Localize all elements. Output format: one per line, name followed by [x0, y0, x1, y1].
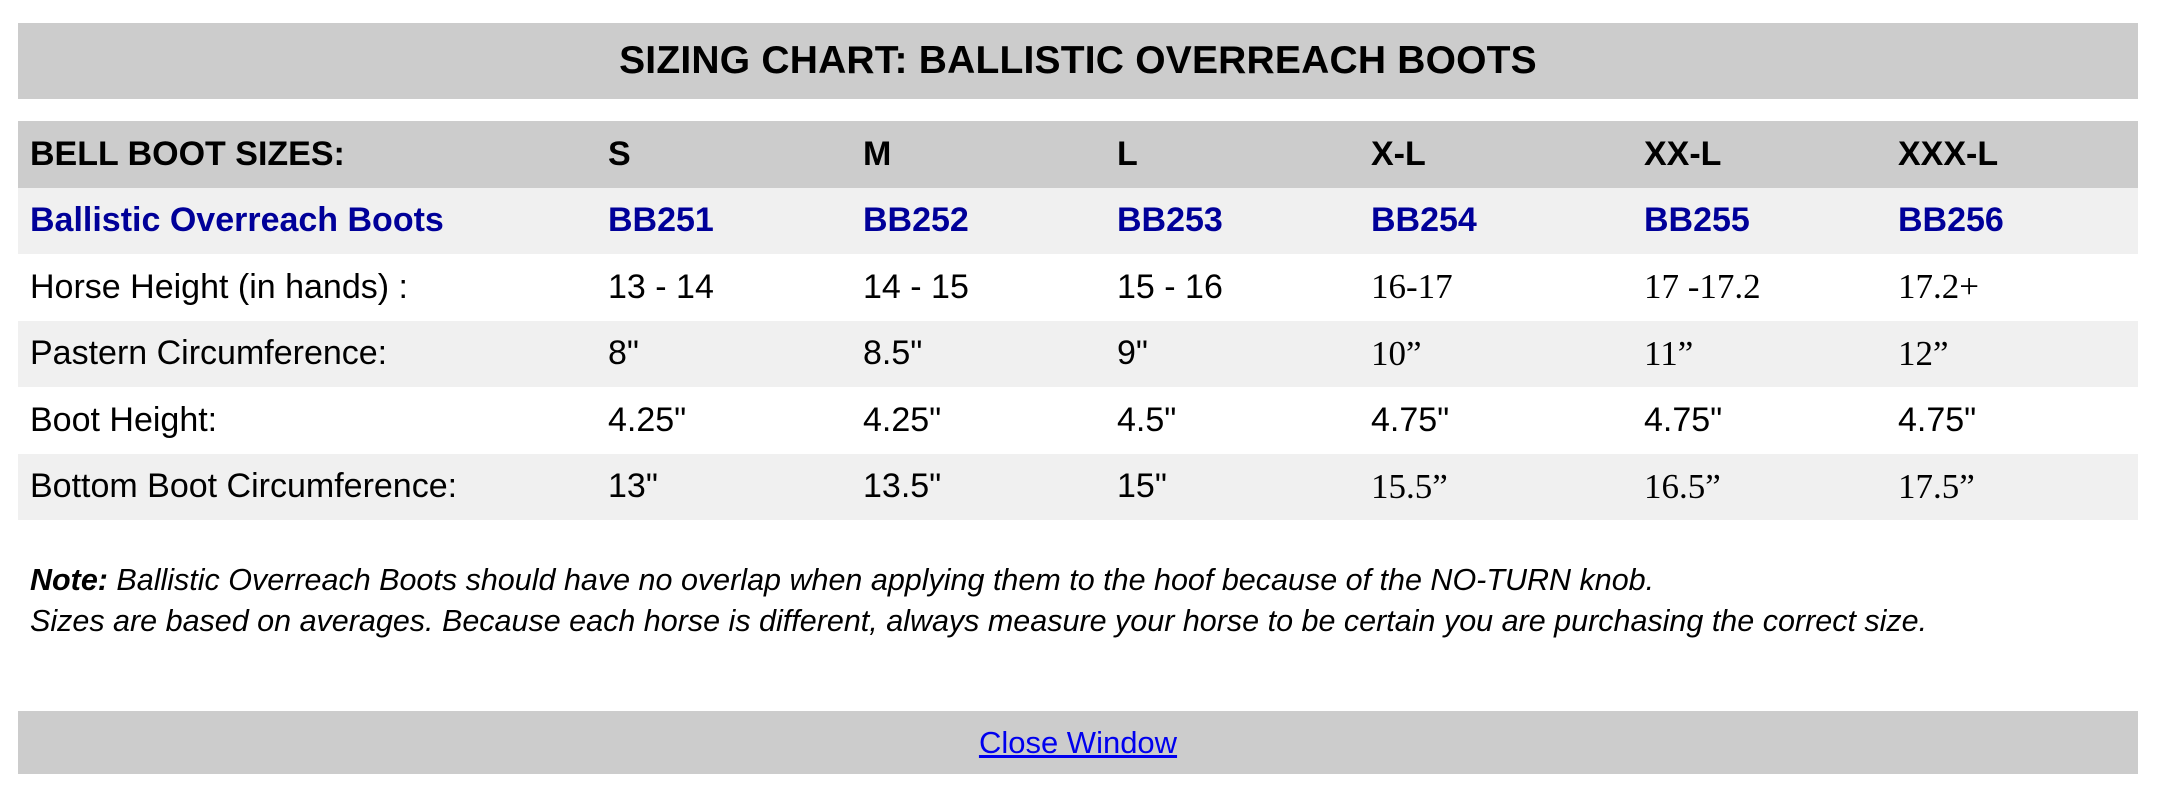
- table-cell: 13.5": [851, 454, 1105, 521]
- footer-bar: [18, 711, 2138, 774]
- table-cell: 9": [1105, 321, 1359, 388]
- table-cell: 13": [596, 454, 851, 521]
- product-code: BB254: [1359, 188, 1632, 255]
- table-cell: 15": [1105, 454, 1359, 521]
- table-cell: 4.25": [851, 387, 1105, 454]
- product-code: BB255: [1632, 188, 1886, 255]
- row-label: Bottom Boot Circumference:: [18, 454, 596, 521]
- note-text: Ballistic Overreach Boots should have no overlap when applying them to the hoof because of the NO-TURN knob.: [107, 563, 1655, 597]
- size-header: XXX-L: [1886, 121, 2138, 188]
- product-code: BB256: [1886, 188, 2138, 255]
- row-label: Horse Height (in hands) :: [18, 254, 596, 321]
- close-window-link[interactable]: Close Window: [978, 724, 1178, 760]
- table-cell: 17 -17.2: [1632, 254, 1886, 321]
- size-header: XX-L: [1632, 121, 1886, 188]
- note-label: Note:: [30, 563, 108, 597]
- table-cell: 8.5": [851, 321, 1105, 388]
- table-cell: 15 - 16: [1105, 254, 1359, 321]
- note-line-1: [30, 560, 1927, 601]
- product-code: BB252: [851, 188, 1105, 255]
- table-cell: 4.75": [1632, 387, 1886, 454]
- table-cell: 4.5": [1105, 387, 1359, 454]
- table-cell: 11”: [1632, 321, 1886, 388]
- table-cell: 10”: [1359, 321, 1632, 388]
- note-line-2: Sizes are based on averages. Because each horse is different, always measure your horse to be certain you are purchasing the correct size.: [30, 604, 1928, 638]
- table-header-row: [18, 121, 2138, 188]
- table-cell: 13 - 14: [596, 254, 851, 321]
- table-cell: 15.5”: [1359, 454, 1632, 521]
- table-cell: 16.5”: [1632, 454, 1886, 521]
- table-cell: 16-17: [1359, 254, 1632, 321]
- table-cell: 4.75": [1886, 387, 2138, 454]
- table-cell: 12”: [1886, 321, 2138, 388]
- row-label: Ballistic Overreach Boots: [18, 188, 596, 255]
- page-title: SIZING CHART: BALLISTIC OVERREACH BOOTS: [18, 23, 2138, 99]
- size-header: S: [596, 121, 851, 188]
- size-header: X-L: [1359, 121, 1632, 188]
- sizing-note: [30, 560, 1927, 642]
- table-cell: 17.2+: [1886, 254, 2138, 321]
- row-label: Pastern Circumference:: [18, 321, 596, 388]
- product-code: BB251: [596, 188, 851, 255]
- header-label: BELL BOOT SIZES:: [18, 121, 596, 188]
- product-row: [18, 188, 2138, 255]
- bottom-circumference-row: [18, 454, 2138, 521]
- table-cell: 8": [596, 321, 851, 388]
- product-code: BB253: [1105, 188, 1359, 255]
- table-cell: 14 - 15: [851, 254, 1105, 321]
- table-cell: 4.75": [1359, 387, 1632, 454]
- row-label: Boot Height:: [18, 387, 596, 454]
- horse-height-row: [18, 254, 2138, 321]
- sizing-table: [18, 121, 2138, 520]
- size-header: L: [1105, 121, 1359, 188]
- pastern-row: [18, 321, 2138, 388]
- table-cell: 17.5”: [1886, 454, 2138, 521]
- boot-height-row: [18, 387, 2138, 454]
- size-header: M: [851, 121, 1105, 188]
- table-cell: 4.25": [596, 387, 851, 454]
